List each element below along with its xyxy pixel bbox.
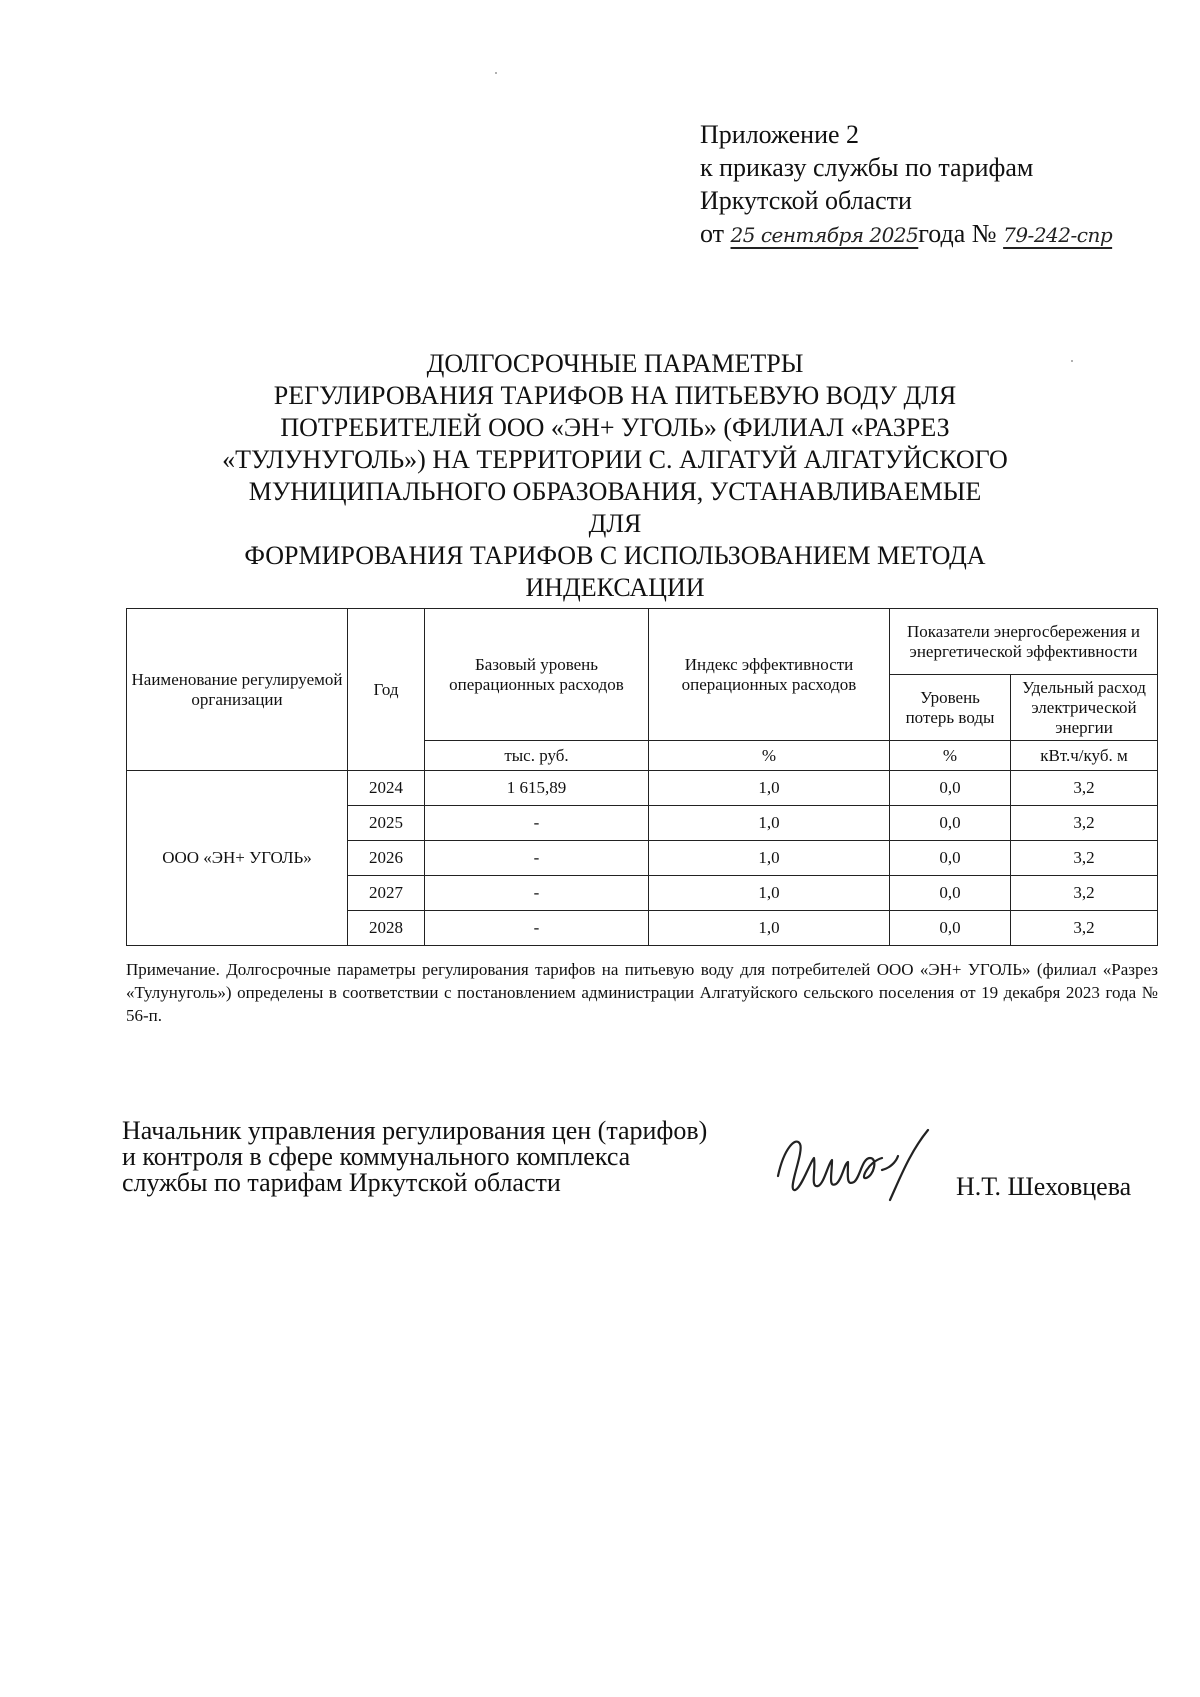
header-org: Наименование регулируемой организации bbox=[127, 609, 348, 771]
signer-name: Н.Т. Шеховцева bbox=[956, 1172, 1132, 1201]
unit-base: тыс. руб. bbox=[425, 741, 649, 771]
cell-year: 2025 bbox=[348, 806, 425, 841]
cell-base: - bbox=[425, 911, 649, 946]
appendix-line-2: к приказу службы по тарифам bbox=[700, 153, 1034, 182]
header-index: Индекс эффективности операционных расходов bbox=[649, 609, 890, 741]
title-line: ПОТРЕБИТЕЛЕЙ ООО «ЭН+ УГОЛЬ» (ФИЛИАЛ «РАЗРЕЗ bbox=[280, 413, 950, 442]
signature-position bbox=[122, 1118, 707, 1196]
cell-loss: 0,0 bbox=[890, 771, 1011, 806]
cell-index: 1,0 bbox=[649, 806, 890, 841]
scan-speck bbox=[1071, 360, 1073, 362]
title-line: ФОРМИРОВАНИЯ ТАРИФОВ С ИСПОЛЬЗОВАНИЕМ МЕТОДА bbox=[244, 541, 986, 570]
scan-speck bbox=[495, 72, 497, 74]
position-line-2: и контроля в сфере коммунального комплекса bbox=[122, 1142, 631, 1171]
table-row bbox=[127, 771, 1158, 806]
header-base: Базовый уровень операционных расходов bbox=[425, 609, 649, 741]
handwritten-date: 25 сентября 2025 bbox=[730, 223, 919, 247]
handwritten-order-number: 79-242-спр bbox=[1003, 223, 1113, 247]
title-line: ДОЛГОСРОЧНЫЕ ПАРАМЕТРЫ bbox=[426, 349, 804, 378]
cell-loss: 0,0 bbox=[890, 841, 1011, 876]
cell-base: - bbox=[425, 876, 649, 911]
cell-index: 1,0 bbox=[649, 841, 890, 876]
unit-index: % bbox=[649, 741, 890, 771]
cell-year: 2028 bbox=[348, 911, 425, 946]
title-line: «ТУЛУНУГОЛЬ») НА ТЕРРИТОРИИ С. АЛГАТУЙ АЛГАТУЙСКОГО bbox=[222, 445, 1008, 474]
title-line: ИНДЕКСАЦИИ bbox=[525, 573, 705, 602]
cell-loss: 0,0 bbox=[890, 911, 1011, 946]
year-word: года № bbox=[918, 219, 997, 248]
cell-specific: 3,2 bbox=[1011, 771, 1158, 806]
cell-year: 2026 bbox=[348, 841, 425, 876]
position-line-3: службы по тарифам Иркутской области bbox=[122, 1168, 561, 1197]
cell-specific: 3,2 bbox=[1011, 806, 1158, 841]
appendix-line-3: Иркутской области bbox=[700, 186, 912, 215]
title-line: РЕГУЛИРОВАНИЯ ТАРИФОВ НА ПИТЬЕВУЮ ВОДУ ДЛЯ bbox=[273, 381, 957, 410]
header-specific: Удельный расход электрической энергии bbox=[1011, 675, 1158, 741]
cell-year: 2024 bbox=[348, 771, 425, 806]
appendix-line-1: Приложение 2 bbox=[700, 120, 860, 149]
appendix-block bbox=[700, 118, 1173, 252]
document-title bbox=[220, 348, 1010, 604]
appendix-date-line bbox=[700, 217, 1173, 252]
cell-index: 1,0 bbox=[649, 876, 890, 911]
header-year: Год bbox=[348, 609, 425, 771]
header-loss: Уровень потерь воды bbox=[890, 675, 1011, 741]
cell-organization: ООО «ЭН+ УГОЛЬ» bbox=[127, 771, 348, 946]
cell-specific: 3,2 bbox=[1011, 876, 1158, 911]
unit-loss: % bbox=[890, 741, 1011, 771]
cell-loss: 0,0 bbox=[890, 876, 1011, 911]
table-note: Примечание. Долгосрочные параметры регулирования тарифов на питьевую воду для потребителей ООО «ЭН+ УГОЛЬ» (филиал «Разрез «Тулунуголь») определены в соответствии с постановлением администрации Алгатуйского сельского поселения от 19 декабря 2023 года № 56-п. bbox=[126, 960, 1158, 1025]
header-energy-group: Показатели энергосбережения и энергетической эффективности bbox=[890, 609, 1158, 675]
parameters-table bbox=[126, 608, 1158, 946]
handwritten-signature bbox=[770, 1118, 950, 1208]
cell-specific: 3,2 bbox=[1011, 841, 1158, 876]
cell-index: 1,0 bbox=[649, 771, 890, 806]
cell-base: 1 615,89 bbox=[425, 771, 649, 806]
cell-specific: 3,2 bbox=[1011, 911, 1158, 946]
cell-year: 2027 bbox=[348, 876, 425, 911]
cell-base: - bbox=[425, 806, 649, 841]
cell-index: 1,0 bbox=[649, 911, 890, 946]
cell-loss: 0,0 bbox=[890, 806, 1011, 841]
position-line-1: Начальник управления регулирования цен (тарифов) bbox=[122, 1116, 708, 1145]
title-line: МУНИЦИПАЛЬНОГО ОБРАЗОВАНИЯ, УСТАНАВЛИВАЕМЫЕ ДЛЯ bbox=[248, 477, 982, 538]
from-prefix: от bbox=[700, 219, 725, 248]
cell-base: - bbox=[425, 841, 649, 876]
unit-specific: кВт.ч/куб. м bbox=[1011, 741, 1158, 771]
